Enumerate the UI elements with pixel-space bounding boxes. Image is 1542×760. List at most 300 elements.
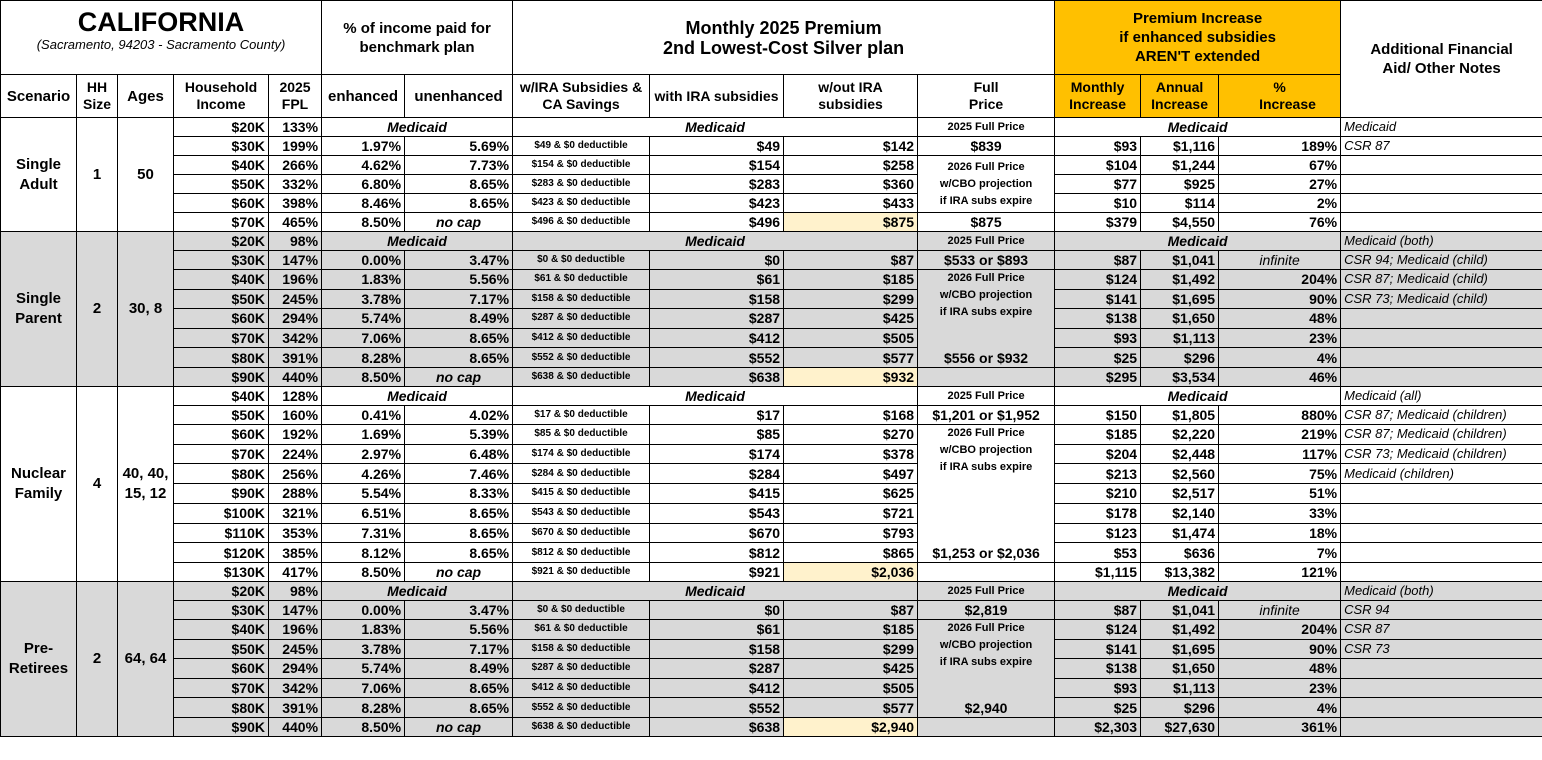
medicaid-cell: Medicaid: [322, 582, 513, 601]
enhanced-cell: 0.41%: [322, 406, 405, 425]
monthly-increase-cell: $53: [1055, 543, 1141, 563]
with-ira-cell: $496: [650, 213, 784, 232]
fpl-cell: 147%: [269, 251, 322, 270]
income-cell: $50K: [174, 406, 269, 425]
income-cell: $70K: [174, 444, 269, 464]
without-ira-cell: $577: [784, 698, 918, 718]
fpl-cell: 440%: [269, 368, 322, 387]
monthly-increase-cell: $77: [1055, 175, 1141, 194]
full-price-2026-label: 2026 Full Price: [947, 272, 1025, 284]
unenhanced-cell: 6.48%: [405, 444, 513, 464]
full-price-empty: [918, 563, 1055, 582]
income-cell: $50K: [174, 639, 269, 659]
without-ira-cell: $2,036: [784, 563, 918, 582]
with-ira-cell: $287: [650, 309, 784, 329]
fpl-cell: 342%: [269, 328, 322, 348]
notes-cell: CSR 94; Medicaid (child): [1341, 251, 1542, 270]
table-row: [1, 582, 1542, 601]
annual-increase-cell: $1,695: [1141, 289, 1219, 309]
pct-increase-cell: 23%: [1219, 678, 1341, 698]
notes-cell: Medicaid (children): [1341, 464, 1542, 484]
col-hh-size: HH Size: [77, 75, 118, 118]
ira-ca-cell: $638 & $0 deductible: [513, 368, 650, 387]
hh-size-cell: 2: [77, 582, 118, 737]
table-row: [1, 620, 1542, 640]
full-price-2026-label: w/CBO projection: [939, 289, 1033, 301]
full-price-2026-label: w/CBO projection: [939, 444, 1033, 456]
with-ira-cell: $552: [650, 348, 784, 368]
unenhanced-cell: 7.73%: [405, 156, 513, 175]
ira-ca-cell: $552 & $0 deductible: [513, 698, 650, 718]
ira-ca-cell: $412 & $0 deductible: [513, 678, 650, 698]
monthly-increase-cell: $87: [1055, 251, 1141, 270]
unenhanced-cell: 8.65%: [405, 678, 513, 698]
table-row: [1, 137, 1542, 156]
notes-cell: [1341, 368, 1542, 387]
ira-ca-cell: $154 & $0 deductible: [513, 156, 650, 175]
fpl-cell: 353%: [269, 523, 322, 543]
annual-increase-cell: $296: [1141, 348, 1219, 368]
table-row: [1, 484, 1542, 504]
pct-increase-cell: 48%: [1219, 309, 1341, 329]
monthly-increase-cell: $213: [1055, 464, 1141, 484]
notes-cell: [1341, 213, 1542, 232]
col-ages: Ages: [118, 75, 174, 118]
fpl-cell: 294%: [269, 309, 322, 329]
table-row: [1, 563, 1542, 582]
with-ira-cell: $552: [650, 698, 784, 718]
monthly-increase-cell: $93: [1055, 328, 1141, 348]
monthly-increase-cell: $2,303: [1055, 718, 1141, 737]
fpl-cell: 321%: [269, 503, 322, 523]
fpl-cell: 128%: [269, 387, 322, 406]
unenhanced-cell: 8.65%: [405, 348, 513, 368]
without-ira-cell: $425: [784, 309, 918, 329]
income-cell: $30K: [174, 601, 269, 620]
ira-ca-cell: $0 & $0 deductible: [513, 251, 650, 270]
monthly-increase-cell: $25: [1055, 348, 1141, 368]
full-price-2026-label: if IRA subs expire: [939, 656, 1033, 668]
notes-cell: CSR 87: [1341, 620, 1542, 640]
ira-ca-cell: $0 & $0 deductible: [513, 601, 650, 620]
table-row: [1, 270, 1542, 290]
income-cell: $40K: [174, 387, 269, 406]
unenhanced-cell: 5.56%: [405, 270, 513, 290]
full-price-2026-label-cell: [918, 270, 1055, 368]
enhanced-cell: 7.06%: [322, 328, 405, 348]
annual-increase-cell: $13,382: [1141, 563, 1219, 582]
with-ira-cell: $61: [650, 270, 784, 290]
col-monthly-increase: Monthly Increase: [1055, 75, 1141, 118]
with-ira-cell: $812: [650, 543, 784, 563]
ira-ca-cell: $423 & $0 deductible: [513, 194, 650, 213]
fpl-cell: 98%: [269, 582, 322, 601]
fpl-cell: 245%: [269, 289, 322, 309]
income-cell: $130K: [174, 563, 269, 582]
enhanced-cell: 8.46%: [322, 194, 405, 213]
with-ira-cell: $174: [650, 444, 784, 464]
ira-ca-cell: $17 & $0 deductible: [513, 406, 650, 425]
unenhanced-cell: 7.17%: [405, 639, 513, 659]
col-fpl: 2025 FPL: [269, 75, 322, 118]
enhanced-cell: 4.26%: [322, 464, 405, 484]
unenhanced-cell: 8.65%: [405, 175, 513, 194]
monthly-premium-header: [513, 1, 1055, 75]
group-single-parent: [1, 232, 1542, 387]
increase-header-line2: if enhanced subsidies: [1119, 29, 1276, 46]
pct-increase-cell: 4%: [1219, 698, 1341, 718]
full-price-2026-label: if IRA subs expire: [939, 306, 1033, 318]
enhanced-cell: 8.12%: [322, 543, 405, 563]
annual-increase-cell: $1,650: [1141, 659, 1219, 679]
pct-increase-cell: 4%: [1219, 348, 1341, 368]
full-price-2026-label: 2026 Full Price: [947, 622, 1025, 634]
no-cap-cell: no cap: [405, 563, 513, 582]
annual-increase-cell: $114: [1141, 194, 1219, 213]
income-cell: $40K: [174, 156, 269, 175]
enhanced-cell: 3.78%: [322, 289, 405, 309]
without-ira-cell: $270: [784, 425, 918, 445]
pct-increase-cell: 27%: [1219, 175, 1341, 194]
income-cell: $50K: [174, 175, 269, 194]
ira-ca-cell: $287 & $0 deductible: [513, 659, 650, 679]
pct-increase-cell: 189%: [1219, 137, 1341, 156]
annual-increase-cell: $27,630: [1141, 718, 1219, 737]
col-unenhanced: unenhanced: [405, 75, 513, 118]
without-ira-cell: $505: [784, 328, 918, 348]
notes-cell: CSR 94: [1341, 601, 1542, 620]
income-cell: $20K: [174, 582, 269, 601]
notes-cell: CSR 73; Medicaid (child): [1341, 289, 1542, 309]
without-ira-cell: $168: [784, 406, 918, 425]
full-price-2026-value: $875: [918, 213, 1055, 232]
medicaid-premium-cell: Medicaid: [513, 118, 918, 137]
table-row: [1, 309, 1542, 329]
table-row: [1, 289, 1542, 309]
unenhanced-cell: 8.65%: [405, 523, 513, 543]
enhanced-cell: 8.28%: [322, 348, 405, 368]
income-cell: $60K: [174, 194, 269, 213]
annual-increase-cell: $2,517: [1141, 484, 1219, 504]
income-cell: $90K: [174, 484, 269, 504]
annual-increase-cell: $925: [1141, 175, 1219, 194]
income-cell: $30K: [174, 137, 269, 156]
unenhanced-cell: 8.65%: [405, 503, 513, 523]
medicaid-increase-cell: Medicaid: [1055, 118, 1341, 137]
unenhanced-cell: 7.17%: [405, 289, 513, 309]
with-ira-cell: $49: [650, 137, 784, 156]
table-row: [1, 659, 1542, 679]
without-ira-cell: $185: [784, 620, 918, 640]
notes-cell: CSR 87: [1341, 137, 1542, 156]
with-ira-cell: $158: [650, 289, 784, 309]
fpl-cell: 196%: [269, 270, 322, 290]
with-ira-cell: $61: [650, 620, 784, 640]
full-price-2026-label: 2026 Full Price: [947, 427, 1025, 439]
with-ira-cell: $638: [650, 718, 784, 737]
income-cell: $80K: [174, 698, 269, 718]
fpl-cell: 440%: [269, 718, 322, 737]
pct-income-header: % of income paid for benchmark plan: [322, 1, 513, 75]
monthly-premium-subtitle: 2nd Lowest-Cost Silver plan: [663, 37, 905, 58]
monthly-increase-cell: $178: [1055, 503, 1141, 523]
monthly-increase-cell: $379: [1055, 213, 1141, 232]
without-ira-cell: $378: [784, 444, 918, 464]
ira-ca-cell: $287 & $0 deductible: [513, 309, 650, 329]
income-cell: $40K: [174, 620, 269, 640]
ira-ca-cell: $552 & $0 deductible: [513, 348, 650, 368]
full-price-2026-label: if IRA subs expire: [939, 461, 1033, 473]
full-price-2026-label: 2026 Full Price: [947, 160, 1025, 173]
full-price-2026-value: $1,253 or $2,036: [932, 545, 1040, 561]
without-ira-cell: $360: [784, 175, 918, 194]
ages-cell: 50: [118, 118, 174, 232]
group-nuclear-family: [1, 387, 1542, 582]
full-price-2025-label: 2025 Full Price: [918, 582, 1055, 601]
enhanced-cell: 8.50%: [322, 368, 405, 387]
annual-increase-cell: $1,041: [1141, 251, 1219, 270]
income-cell: $20K: [174, 232, 269, 251]
full-price-2026-label-cell: [918, 620, 1055, 718]
medicaid-cell: Medicaid: [322, 118, 513, 137]
notes-cell: [1341, 348, 1542, 368]
fpl-cell: 224%: [269, 444, 322, 464]
without-ira-cell: $505: [784, 678, 918, 698]
table-row: [1, 718, 1542, 737]
medicaid-premium-cell: Medicaid: [513, 232, 918, 251]
notes-cell: CSR 73: [1341, 639, 1542, 659]
pct-increase-cell: 18%: [1219, 523, 1341, 543]
annual-increase-cell: $4,550: [1141, 213, 1219, 232]
unenhanced-cell: 8.65%: [405, 543, 513, 563]
monthly-increase-cell: $138: [1055, 309, 1141, 329]
annual-increase-cell: $1,244: [1141, 156, 1219, 175]
table-row: [1, 678, 1542, 698]
income-cell: $110K: [174, 523, 269, 543]
pct-increase-cell: 76%: [1219, 213, 1341, 232]
unenhanced-cell: 8.49%: [405, 309, 513, 329]
enhanced-cell: 5.74%: [322, 309, 405, 329]
col-full-price: Full Price: [918, 75, 1055, 118]
without-ira-cell: $793: [784, 523, 918, 543]
ira-ca-cell: $158 & $0 deductible: [513, 289, 650, 309]
full-price-2026-value: $2,940: [964, 700, 1008, 716]
ira-ca-cell: $85 & $0 deductible: [513, 425, 650, 445]
table-row: [1, 523, 1542, 543]
with-ira-cell: $543: [650, 503, 784, 523]
no-cap-cell: no cap: [405, 213, 513, 232]
medicaid-premium-cell: Medicaid: [513, 387, 918, 406]
annual-increase-cell: $296: [1141, 698, 1219, 718]
notes-cell: Medicaid (both): [1341, 582, 1542, 601]
without-ira-cell: $87: [784, 601, 918, 620]
full-price-2025-label: 2025 Full Price: [918, 232, 1055, 251]
col-enhanced: enhanced: [322, 75, 405, 118]
ira-ca-cell: $670 & $0 deductible: [513, 523, 650, 543]
table-row: [1, 444, 1542, 464]
scenario-cell: Pre-Retirees: [1, 582, 77, 737]
unenhanced-cell: 5.56%: [405, 620, 513, 640]
annual-increase-cell: $1,113: [1141, 678, 1219, 698]
fpl-cell: 256%: [269, 464, 322, 484]
notes-cell: Medicaid (both): [1341, 232, 1542, 251]
income-cell: $20K: [174, 118, 269, 137]
income-cell: $50K: [174, 289, 269, 309]
hh-size-cell: 4: [77, 387, 118, 582]
annual-increase-cell: $1,492: [1141, 270, 1219, 290]
ira-ca-cell: $921 & $0 deductible: [513, 563, 650, 582]
monthly-increase-cell: $141: [1055, 639, 1141, 659]
annual-increase-cell: $1,492: [1141, 620, 1219, 640]
income-cell: $90K: [174, 718, 269, 737]
annual-increase-cell: $1,041: [1141, 601, 1219, 620]
annual-increase-cell: $1,116: [1141, 137, 1219, 156]
notes-cell: [1341, 484, 1542, 504]
notes-cell: Medicaid (all): [1341, 387, 1542, 406]
fpl-cell: 160%: [269, 406, 322, 425]
fpl-cell: 288%: [269, 484, 322, 504]
table-row: [1, 328, 1542, 348]
table-row: [1, 601, 1542, 620]
col-without-ira: w/out IRA subsidies: [784, 75, 918, 118]
ira-ca-cell: $415 & $0 deductible: [513, 484, 650, 504]
monthly-premium-title: Monthly 2025 Premium: [685, 17, 882, 38]
income-cell: $90K: [174, 368, 269, 387]
monthly-increase-cell: $87: [1055, 601, 1141, 620]
annual-increase-cell: $3,534: [1141, 368, 1219, 387]
pct-increase-cell: infinite: [1219, 601, 1341, 620]
full-price-2025-value: $1,201 or $1,952: [918, 406, 1055, 425]
monthly-increase-cell: $185: [1055, 425, 1141, 445]
annual-increase-cell: $1,805: [1141, 406, 1219, 425]
unenhanced-cell: 8.65%: [405, 194, 513, 213]
enhanced-cell: 8.50%: [322, 718, 405, 737]
unenhanced-cell: 7.46%: [405, 464, 513, 484]
col-annual-increase: Annual Increase: [1141, 75, 1219, 118]
no-cap-cell: no cap: [405, 718, 513, 737]
table-row: [1, 368, 1542, 387]
ira-ca-cell: $496 & $0 deductible: [513, 213, 650, 232]
monthly-increase-cell: $10: [1055, 194, 1141, 213]
table-row: [1, 213, 1542, 232]
without-ira-cell: $299: [784, 639, 918, 659]
increase-header-line1: Premium Increase: [1132, 10, 1263, 27]
state-title: CALIFORNIA: [77, 7, 245, 37]
medicaid-increase-cell: Medicaid: [1055, 232, 1341, 251]
full-price-2025-label: 2025 Full Price: [918, 387, 1055, 406]
annual-increase-cell: $1,474: [1141, 523, 1219, 543]
fpl-cell: 294%: [269, 659, 322, 679]
scenario-cell: Single Parent: [1, 232, 77, 387]
enhanced-cell: 8.50%: [322, 563, 405, 582]
ira-ca-cell: $412 & $0 deductible: [513, 328, 650, 348]
income-cell: $70K: [174, 328, 269, 348]
ira-ca-cell: $158 & $0 deductible: [513, 639, 650, 659]
location-subtitle: (Sacramento, 94203 - Sacramento County): [36, 37, 286, 52]
enhanced-cell: 3.78%: [322, 639, 405, 659]
without-ira-cell: $299: [784, 289, 918, 309]
fpl-cell: 391%: [269, 698, 322, 718]
monthly-increase-cell: $93: [1055, 678, 1141, 698]
col-household-income: Household Income: [174, 75, 269, 118]
table-row: [1, 175, 1542, 194]
unenhanced-cell: 8.33%: [405, 484, 513, 504]
full-price-2026-label-cell: [918, 425, 1055, 563]
enhanced-cell: 5.74%: [322, 659, 405, 679]
increase-header: [1055, 1, 1341, 75]
increase-header-line3: AREN'T extended: [1134, 48, 1261, 65]
hh-size-cell: 1: [77, 118, 118, 232]
notes-cell: [1341, 194, 1542, 213]
pct-increase-cell: 90%: [1219, 289, 1341, 309]
with-ira-cell: $423: [650, 194, 784, 213]
annual-increase-cell: $1,695: [1141, 639, 1219, 659]
monthly-increase-cell: $104: [1055, 156, 1141, 175]
full-price-2026-label-cell: [918, 156, 1055, 213]
no-cap-cell: no cap: [405, 368, 513, 387]
state-title-cell: [1, 1, 322, 75]
unenhanced-cell: 3.47%: [405, 251, 513, 270]
without-ira-cell: $497: [784, 464, 918, 484]
ages-cell: 64, 64: [118, 582, 174, 737]
income-cell: $120K: [174, 543, 269, 563]
col-ira-ca: w/IRA Subsidies & CA Savings: [513, 75, 650, 118]
annual-increase-cell: $2,560: [1141, 464, 1219, 484]
unenhanced-cell: 5.39%: [405, 425, 513, 445]
full-price-2026-value: $556 or $932: [944, 350, 1029, 366]
table-row: [1, 425, 1542, 445]
income-cell: $60K: [174, 659, 269, 679]
enhanced-cell: 8.28%: [322, 698, 405, 718]
with-ira-cell: $17: [650, 406, 784, 425]
fpl-cell: 245%: [269, 639, 322, 659]
with-ira-cell: $638: [650, 368, 784, 387]
pct-increase-cell: 23%: [1219, 328, 1341, 348]
pct-increase-cell: 67%: [1219, 156, 1341, 175]
table-row: [1, 698, 1542, 718]
annual-increase-cell: $1,113: [1141, 328, 1219, 348]
enhanced-cell: 2.97%: [322, 444, 405, 464]
without-ira-cell: $425: [784, 659, 918, 679]
fpl-cell: 391%: [269, 348, 322, 368]
notes-cell: CSR 87; Medicaid (children): [1341, 425, 1542, 445]
fpl-cell: 465%: [269, 213, 322, 232]
ira-ca-cell: $174 & $0 deductible: [513, 444, 650, 464]
income-cell: $40K: [174, 270, 269, 290]
monthly-increase-cell: $204: [1055, 444, 1141, 464]
medicaid-increase-cell: Medicaid: [1055, 582, 1341, 601]
notes-cell: Medicaid: [1341, 118, 1542, 137]
medicaid-cell: Medicaid: [322, 387, 513, 406]
table-row: [1, 543, 1542, 563]
without-ira-cell: $258: [784, 156, 918, 175]
without-ira-cell: $625: [784, 484, 918, 504]
notes-cell: [1341, 659, 1542, 679]
monthly-increase-cell: $141: [1055, 289, 1141, 309]
monthly-increase-cell: $93: [1055, 137, 1141, 156]
with-ira-cell: $0: [650, 601, 784, 620]
notes-cell: [1341, 678, 1542, 698]
pct-increase-cell: 7%: [1219, 543, 1341, 563]
enhanced-cell: 4.62%: [322, 156, 405, 175]
unenhanced-cell: 8.65%: [405, 698, 513, 718]
table-row: [1, 639, 1542, 659]
ira-ca-cell: $638 & $0 deductible: [513, 718, 650, 737]
spacer: [921, 321, 1051, 349]
income-cell: $30K: [174, 251, 269, 270]
monthly-increase-cell: $1,115: [1055, 563, 1141, 582]
full-price-2026-label: w/CBO projection: [939, 177, 1033, 190]
